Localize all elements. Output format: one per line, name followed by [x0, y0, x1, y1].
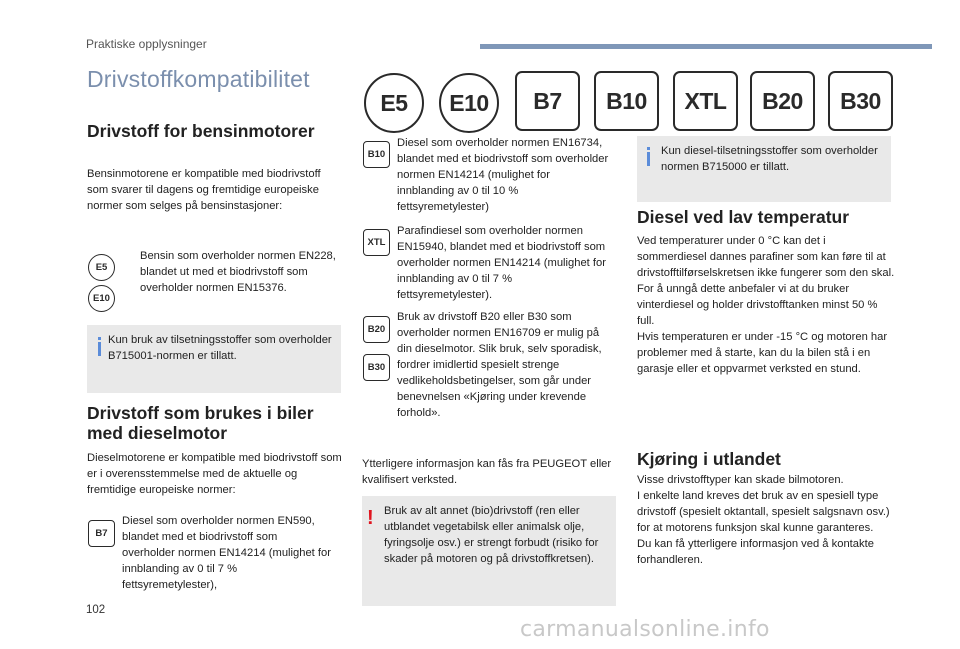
- low-temp-text: Ved temperaturer under 0 °C kan det i sommerdiesel dannes parafiner som kan føre til at drivstofftilførselskretsen ikke fungerer som den skal. For å unngå dette anbefaler vi at du bruker vinterdiesel og holder drivstofftanken minst 50 % full. Hvis temperaturen er under -15 °C og motoren har problemer med å starte, kan du la bilen stå i en garasje eller et oppvarmet verksted en stund.: [637, 235, 895, 375]
- abroad-text: Visse drivstofftyper kan skade bilmotoren. I enkelte land kreves det bruk av en spesiell type drivstoff (spesielt oktantall, spesielt salgsnavn osv.) for at motorens funksjon skal kunne garanteres. Du kan få ytterligere informasjon ved å kontakte forhandleren.: [637, 474, 890, 566]
- section-label: Praktiske opplysninger: [86, 37, 207, 51]
- diesel-b7-description: Diesel som overholder normen EN590, blandet med et biodrivstoff som overholder normen EN14214 (mulighet for innblanding av 0 til 7 % fettsyremetylester),: [122, 515, 331, 591]
- abroad-heading: Kjøring i utlandet: [637, 449, 781, 469]
- petrol-info-text: Kun bruk av tilsetningsstoffer som overholder B715001-normen er tillatt.: [108, 334, 332, 362]
- badge-b30-small: B30: [363, 354, 390, 381]
- diesel-b20-b30-description: Bruk av drivstoff B20 eller B30 som overholder normen EN16709 er mulig på din dieselmotor. Slik bruk, selv sporadisk, fordrer imidlertid spesielt strenge vedlikeholdsbetingelser, som går under benevnelsen «Kjøring under krevende forhold».: [397, 311, 602, 419]
- fuel-badge-b20: B20: [750, 71, 815, 131]
- fuel-badge-xtl: XTL: [673, 71, 738, 131]
- fuel-badge-b10: B10: [594, 71, 659, 131]
- diesel-more-info: Ytterligere informasjon kan fås fra PEUGEOT eller kvalifisert verksted.: [362, 458, 612, 486]
- fuel-badge-e5: E5: [364, 73, 424, 133]
- badge-b10-small: B10: [363, 141, 390, 168]
- diesel-info-text: Kun diesel-tilsetningsstoffer som overholder normen B715000 er tillatt.: [661, 145, 878, 173]
- petrol-info-box: [87, 325, 341, 393]
- badge-b7-small: B7: [88, 520, 115, 547]
- diesel-intro: Dieselmotorene er kompatible med biodrivstoff som er i overensstemmelse med de aktuelle og fremtidige europeiske normer:: [87, 452, 342, 496]
- fuel-badge-b30: B30: [828, 71, 893, 131]
- page-number: 102: [86, 604, 106, 616]
- header-accent-bar: [480, 44, 932, 49]
- diesel-heading: Drivstoff som brukes i biler med dieselmotor: [87, 403, 314, 443]
- watermark: carmanualsonline.info: [520, 617, 770, 642]
- petrol-e5-e10-description: Bensin som overholder normen EN228, blandet ut med et biodrivstoff som overholder normen EN15376.: [140, 250, 336, 294]
- diesel-xtl-description: Parafindiesel som overholder normen EN15940, blandet med et biodrivstoff som overholder normen EN14214 (mulighet for innblanding av 0 til 7 % fettsyremetylester).: [397, 225, 606, 301]
- low-temp-heading: Diesel ved lav temperatur: [637, 207, 850, 227]
- fuel-badge-b7: B7: [515, 71, 580, 131]
- fuel-badge-e10: E10: [439, 73, 499, 133]
- diesel-info-box: [637, 136, 891, 202]
- diesel-warning-text: Bruk av alt annet (bio)drivstoff (ren eller utblandet vegetabilsk eller animalsk olje, fyringsolje osv.) er strengt forbudt (risiko for skader på motoren og på drivstoffkretsen).: [384, 505, 599, 565]
- info-icon: [98, 342, 101, 356]
- petrol-heading: Drivstoff for bensinmotorer: [87, 121, 315, 141]
- badge-xtl-small: XTL: [363, 229, 390, 256]
- info-icon: [647, 152, 650, 166]
- badge-e10-small: E10: [88, 285, 115, 312]
- petrol-intro: Bensinmotorene er kompatible med biodrivstoff som svarer til dagens og fremtidige europeiske normer som selges på bensinstasjoner:: [87, 168, 321, 212]
- warning-icon: !: [367, 507, 374, 529]
- page-title: Drivstoffkompatibilitet: [87, 66, 310, 92]
- diesel-warning-box: [362, 496, 616, 606]
- diesel-b10-description: Diesel som overholder normen EN16734, blandet med et biodrivstoff som overholder normen EN14214 (mulighet for innblanding av 0 til 10 % fettsyremetylester): [397, 137, 609, 213]
- badge-e5-small: E5: [88, 254, 115, 281]
- badge-b20-small: B20: [363, 316, 390, 343]
